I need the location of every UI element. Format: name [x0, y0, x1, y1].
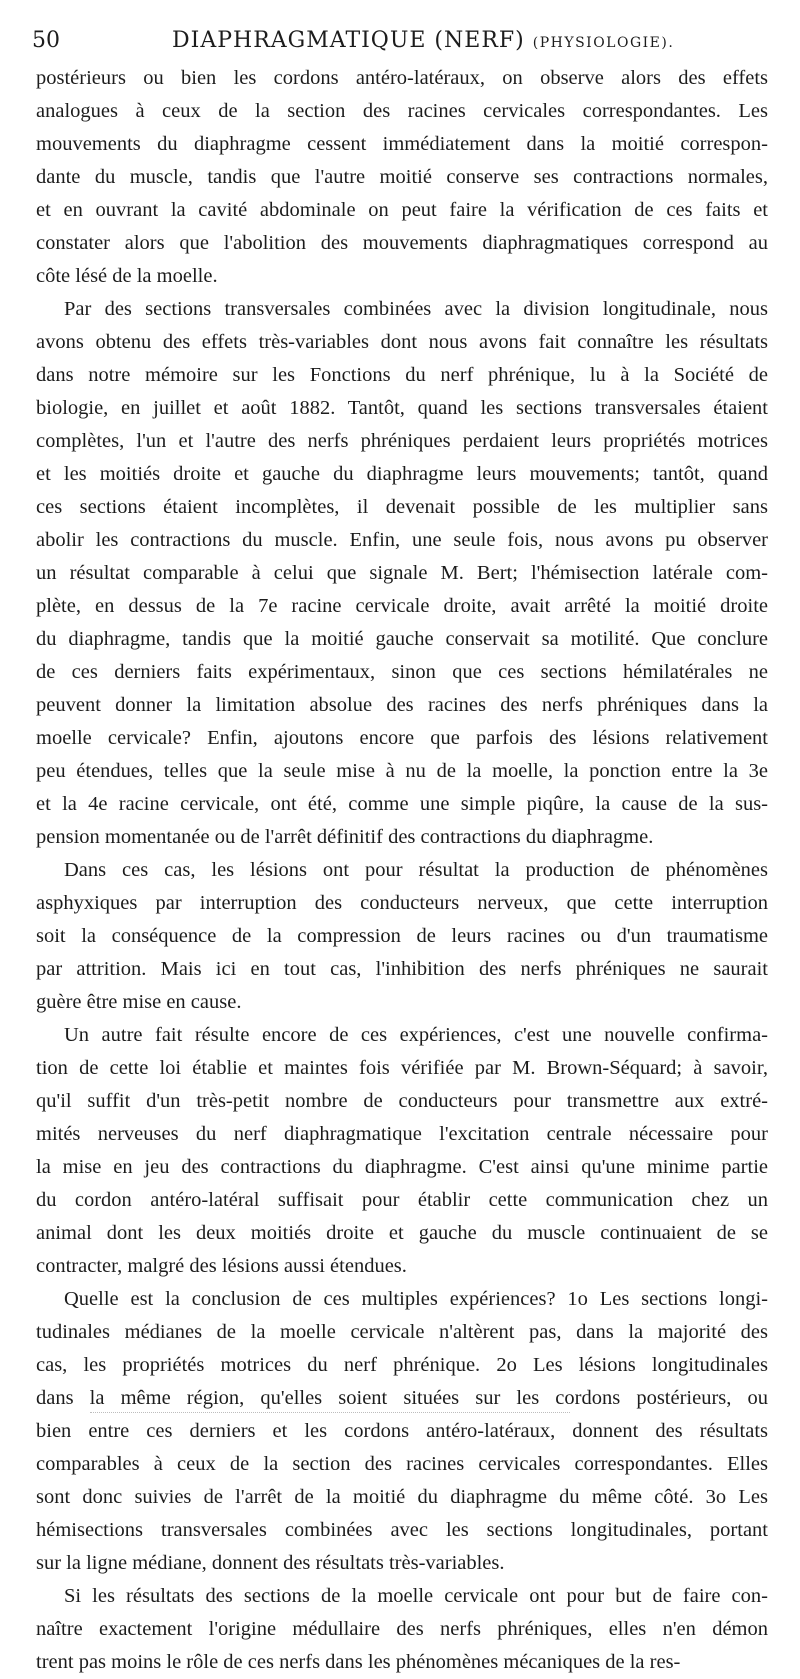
text-line: Si les résultats des sections de la moelle cervicale ont pour but de faire con- [64, 1585, 768, 1607]
text-line: Quelle est la conclusion de ces multiples expériences? 1o Les sections longi- [64, 1288, 768, 1310]
text-line: avons obtenu des effets très-variables dont nous avons fait connaître les résultats [36, 331, 768, 353]
text-line: asphyxiques par interruption des conducteurs nerveux, que cette interruption [36, 892, 768, 914]
text-line: moelle cervicale? Enfin, ajoutons encore que parfois des lésions relativement [36, 727, 768, 749]
text-line: trent pas moins le rôle de ces nerfs dans les phénomènes mécaniques de la res- [36, 1651, 681, 1673]
text-line: un résultat comparable à celui que signale M. Bert; l'hémisection latérale com- [36, 562, 768, 584]
text-line: peuvent donner la limitation absolue des racines des nerfs phréniques dans la [36, 694, 768, 716]
text-line: bien entre ces derniers et les cordons antéro-latéraux, donnent des résultats [36, 1420, 768, 1442]
text-line: ces sections étaient incomplètes, il devenait possible de les multiplier sans [36, 496, 768, 518]
text-line: plète, en dessus de la 7e racine cervicale droite, avait arrêté la moitié droite [36, 595, 768, 617]
text-line: qu'il suffit d'un très-petit nombre de conducteurs pour transmettre aux extré- [36, 1090, 768, 1112]
text-line: dans notre mémoire sur les Fonctions du nerf phrénique, lu à la Société de [36, 364, 768, 386]
text-line: dans la même région, qu'elles soient situées sur les cordons postérieurs, ou [36, 1387, 768, 1409]
text-line: analogues à ceux de la section des racines cervicales correspondantes. Les [36, 100, 768, 122]
text-line: abolir les contractions du muscle. Enfin, une seule fois, nous avons pu observer [36, 529, 768, 551]
text-line: la mise en jeu des contractions du diaphragme. C'est ainsi qu'une minime partie [36, 1156, 768, 1178]
title-subtitle: (PHYSIOLOGIE). [532, 34, 675, 51]
text-line: dante du muscle, tandis que l'autre moitié conserve ses contractions normales, [36, 166, 768, 188]
text-line: tion de cette loi établie et maintes fois vérifiée par M. Brown-Séquard; à savoir, [36, 1057, 768, 1079]
text-line: biologie, en juillet et août 1882. Tantôt, quand les sections transversales étaient [36, 397, 768, 419]
running-header [32, 22, 760, 58]
text-line: soit la conséquence de la compression de leurs racines ou d'un traumatisme [36, 925, 768, 947]
text-line: peu étendues, telles que la seule mise à nu de la moelle, la ponction entre la 3e [36, 760, 768, 782]
text-line: pension momentanée ou de l'arrêt définitif des contractions du diaphragme. [36, 826, 654, 848]
text-line: par attrition. Mais ici en tout cas, l'inhibition des nerfs phréniques ne saurait [36, 958, 768, 980]
text-line: cas, les propriétés motrices du nerf phrénique. 2o Les lésions longitudinales [36, 1354, 768, 1376]
text-line: comparables à ceux de la section des racines cervicales correspondantes. Elles [36, 1453, 768, 1475]
text-line: du cordon antéro-latéral suffisait pour établir cette communication chez un [36, 1189, 768, 1211]
text-line: constater alors que l'abolition des mouvements diaphragmatiques correspond au [36, 232, 768, 254]
text-line: complètes, l'un et l'autre des nerfs phréniques perdaient leurs propriétés motrices [36, 430, 768, 452]
scan-artifact-line [90, 1412, 570, 1415]
text-line: Dans ces cas, les lésions ont pour résultat la production de phénomènes [64, 859, 768, 881]
text-line: du diaphragme, tandis que la moitié gauche conservait sa motilité. Que conclure [36, 628, 768, 650]
page-title [172, 28, 674, 53]
text-line: Par des sections transversales combinées avec la division longitudinale, nous [64, 298, 768, 320]
text-line: et la 4e racine cervicale, ont été, comme une simple piqûre, la cause de la sus- [36, 793, 768, 815]
body-text [36, 62, 768, 1679]
text-line: et en ouvrant la cavité abdominale on peut faire la vérification de ces faits et [36, 199, 768, 221]
text-line: mouvements du diaphragme cessent immédiatement dans la moitié correspon- [36, 133, 768, 155]
text-line: de ces derniers faits expérimentaux, sinon que ces sections hémilatérales ne [36, 661, 768, 683]
text-line: postérieurs ou bien les cordons antéro-latéraux, on observe alors des effets [36, 67, 768, 89]
text-line: guère être mise en cause. [36, 991, 242, 1013]
title-text: DIAPHRAGMATIQUE (NERF) [172, 27, 525, 53]
text-line: et les moitiés droite et gauche du diaphragme leurs mouvements; tantôt, quand [36, 463, 768, 485]
text-line: contracter, malgré des lésions aussi étendues. [36, 1255, 407, 1277]
page-number: 50 [32, 27, 60, 53]
text-line: côte lésé de la moelle. [36, 265, 218, 287]
text-line: tudinales médianes de la moelle cervicale n'altèrent pas, dans la majorité des [36, 1321, 768, 1343]
text-line: animal dont les deux moitiés droite et gauche du muscle continuaient de se [36, 1222, 768, 1244]
text-line: Un autre fait résulte encore de ces expériences, c'est une nouvelle confirma- [64, 1024, 768, 1046]
text-line: sur la ligne médiane, donnent des résultats très-variables. [36, 1552, 505, 1574]
text-line: sont donc suivies de l'arrêt de la moitié du diaphragme du même côté. 3o Les [36, 1486, 768, 1508]
text-line: hémisections transversales combinées avec les sections longitudinales, portant [36, 1519, 768, 1541]
text-line: naître exactement l'origine médullaire des nerfs phréniques, elles n'en démon [36, 1618, 768, 1640]
text-line: mités nerveuses du nerf diaphragmatique l'excitation centrale nécessaire pour [36, 1123, 768, 1145]
